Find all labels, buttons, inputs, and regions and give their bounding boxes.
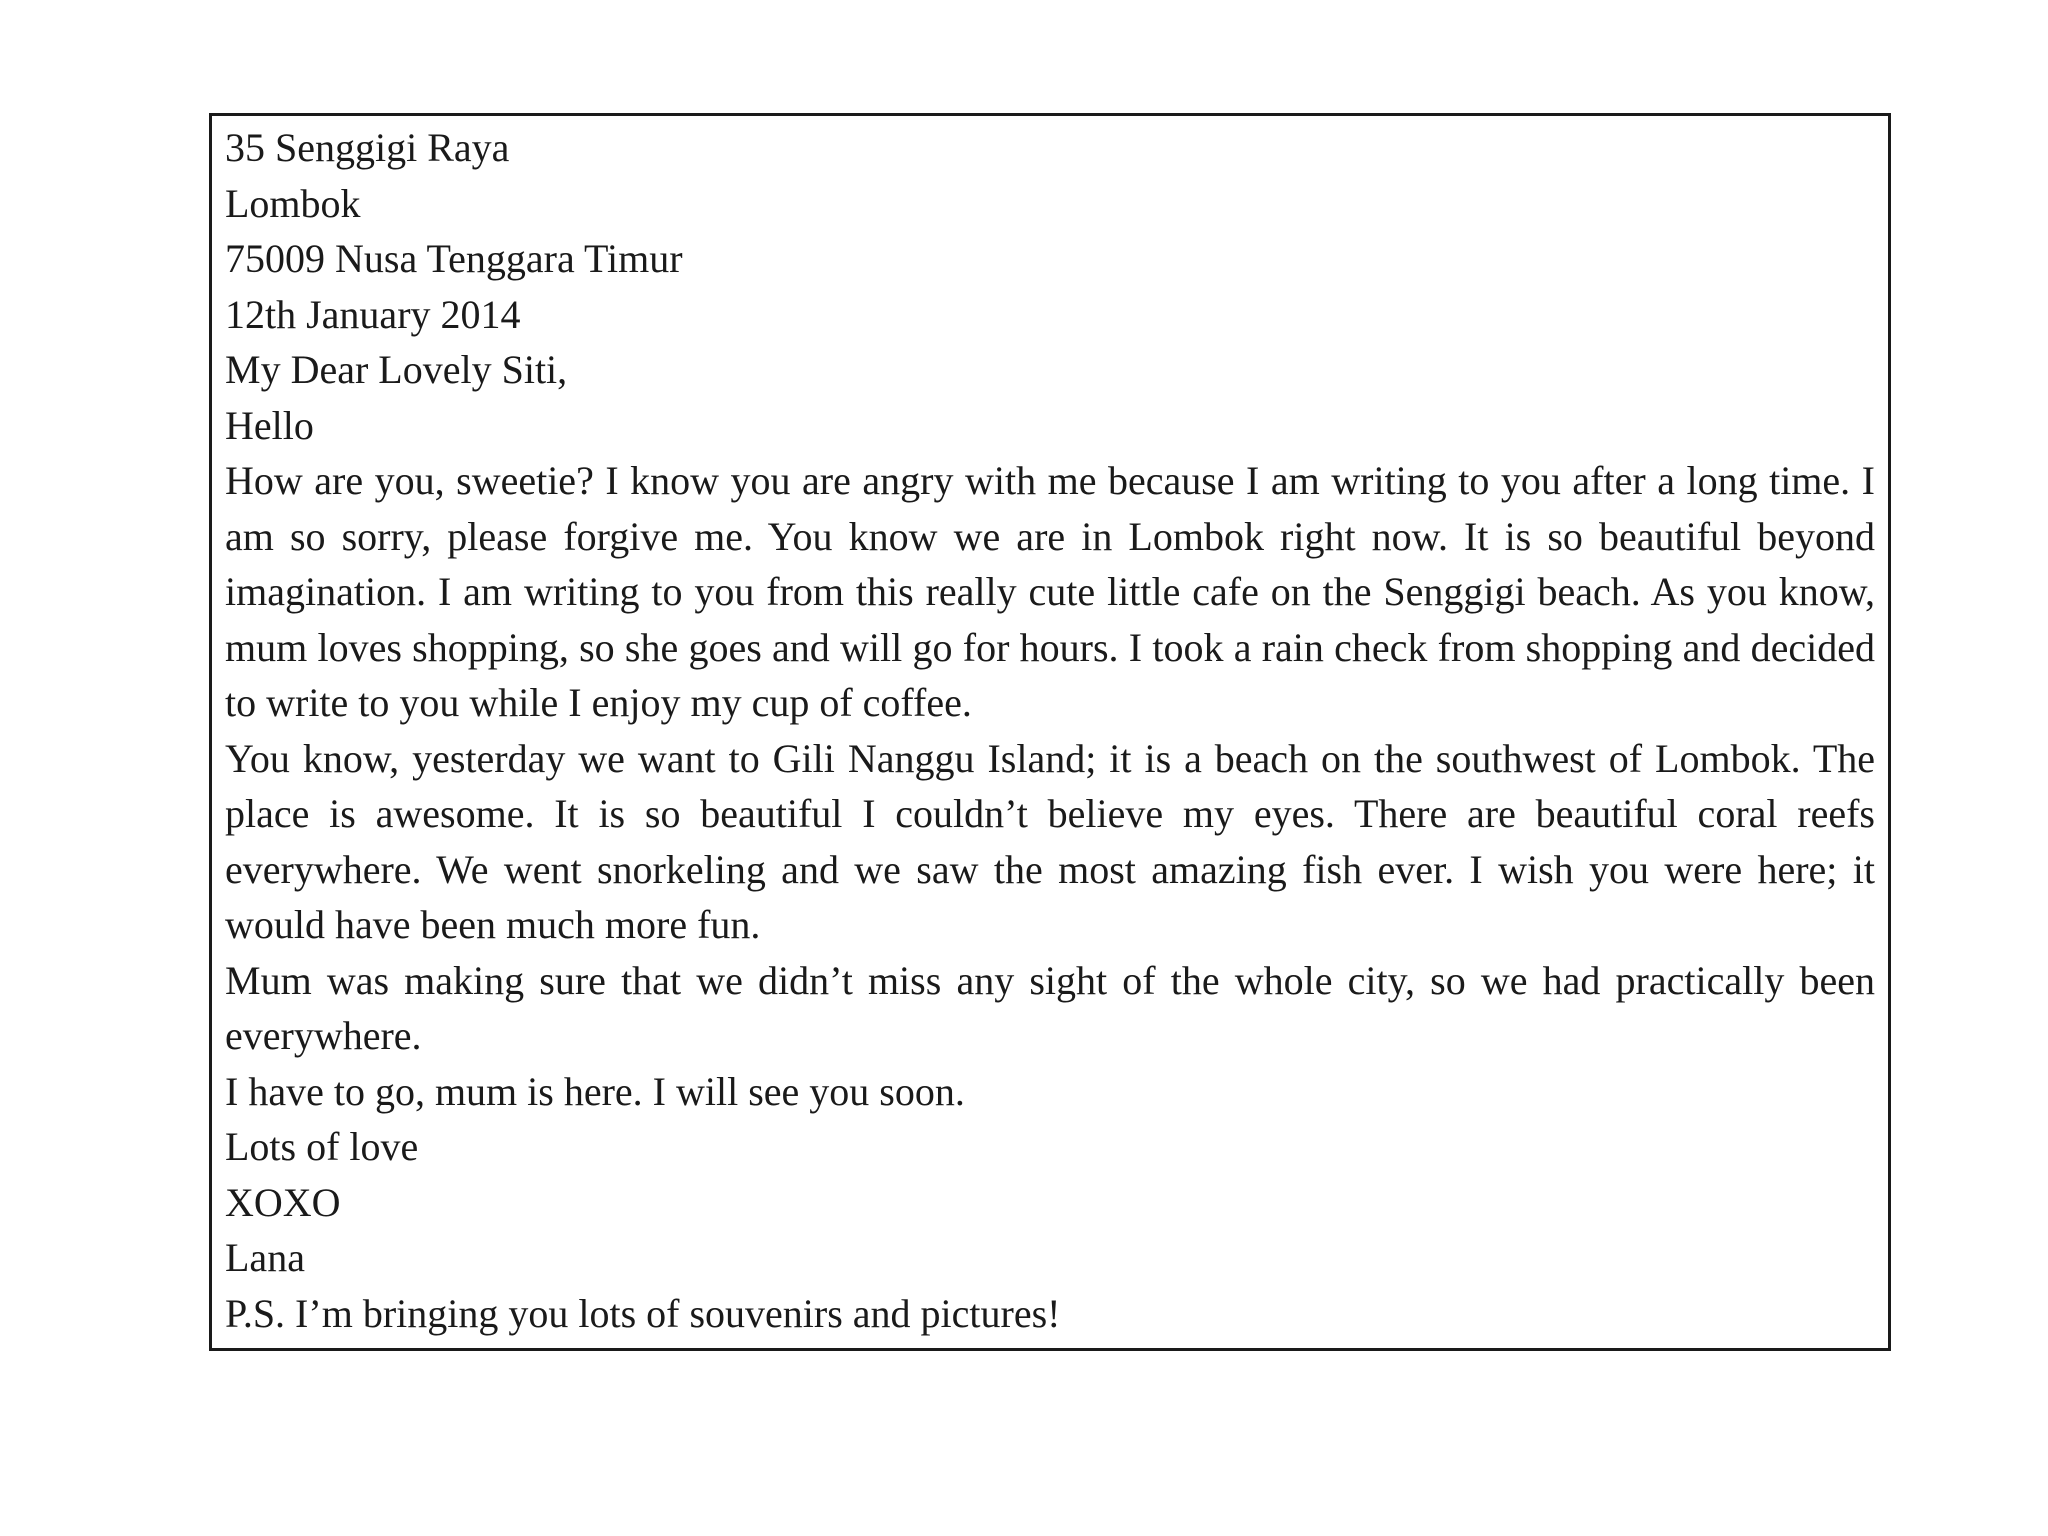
body-paragraph-4: I have to go, mum is here. I will see you soon.	[225, 1068, 965, 1114]
body-paragraph-3: Mum was making sure that we didn’t miss any sight of the whole city, so we had practically been everywhere.	[225, 957, 1875, 1058]
postscript: P.S. I’m bringing you lots of souvenirs and pictures!	[225, 1290, 1061, 1336]
address-postal-region: 75009 Nusa Tenggara Timur	[225, 236, 683, 281]
letter-date: 12th January 2014	[225, 291, 521, 337]
address-street: 35 Senggigi Raya	[225, 125, 510, 170]
body-paragraph-1: How are you, sweetie? I know you are angry with me because I am writing to you after a long time. I am so sorry, please forgive me. You know we are in Lombok right now. It is so beautiful beyond imagination. I am writing to you from this really cute little cafe on the Senggigi beach. As you know, mum loves shopping, so she goes and will go for hours. I took a rain check from shopping and decided to write to you while I enjoy my cup of coffee.	[225, 458, 1875, 725]
greeting: Hello	[225, 402, 314, 448]
letter-frame	[209, 113, 1891, 1351]
body-paragraph-2: You know, yesterday we want to Gili Nanggu Island; it is a beach on the southwest of Lombok. The place is awesome. It is so beautiful I couldn’t believe my eyes. There are beautiful coral reefs everywhere. We went snorkeling and we saw the most amazing fish ever. I wish you were here; it would have been much more fun.	[225, 735, 1875, 947]
salutation: My Dear Lovely Siti,	[225, 347, 568, 392]
address-city: Lombok	[225, 180, 361, 226]
closing-kisses: XOXO	[225, 1179, 341, 1225]
signature: Lana	[225, 1235, 305, 1280]
closing-phrase: Lots of love	[225, 1124, 419, 1169]
